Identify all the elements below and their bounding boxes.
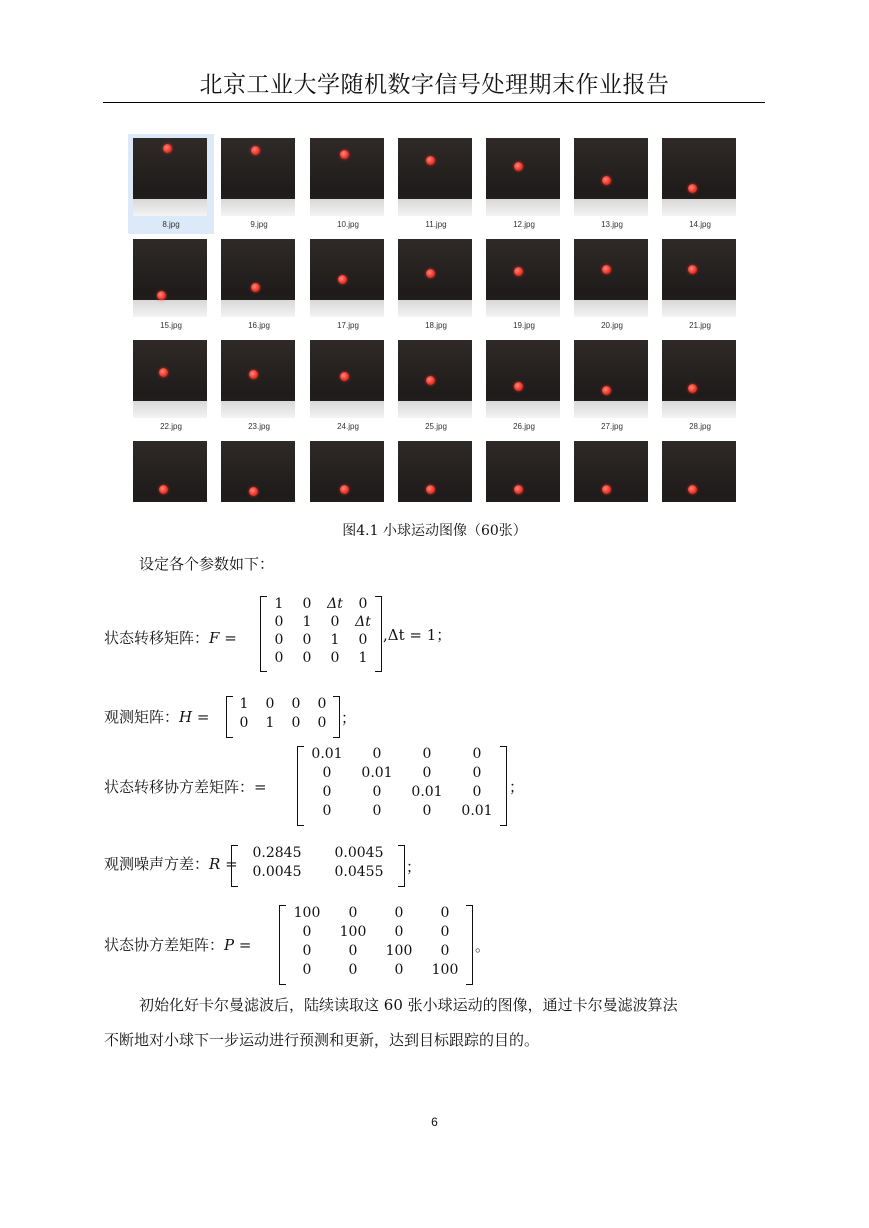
thumbnail-item[interactable] <box>657 336 742 436</box>
matrix-entry: 1 <box>274 596 284 612</box>
floor-strip <box>133 199 207 216</box>
intro-text: 设定各个参数如下： <box>139 555 275 573</box>
thumbnail-image <box>133 340 207 418</box>
thumbnail-filename: 23.jpg <box>248 422 270 431</box>
thumbnail-filename: 19.jpg <box>513 321 535 330</box>
paragraph-line-2: 不断地对小球下一步运动进行预测和更新，达到目标跟踪的目的。 <box>104 1031 540 1049</box>
state-matrix-symbol: F = <box>209 629 237 647</box>
matrix-entry: 0 <box>274 650 284 666</box>
thumbnail-item[interactable] <box>569 336 655 436</box>
matrix-entry: 1 <box>265 715 275 731</box>
matrix-entry: 0 <box>302 962 312 978</box>
red-ball <box>426 156 435 165</box>
matrix-entry: 0 <box>265 696 275 712</box>
floor-strip <box>221 300 295 317</box>
thumbnail-item[interactable] <box>305 235 391 335</box>
thumbnail-image <box>310 239 384 317</box>
red-ball <box>688 384 697 393</box>
thumbnail-image <box>398 138 472 216</box>
matrix-entry: 1 <box>358 650 368 666</box>
matrix-entry: 0 <box>358 596 368 612</box>
floor-strip <box>310 199 384 216</box>
thumbnail-image <box>574 441 648 502</box>
thumbnail-item[interactable] <box>128 134 214 234</box>
matrix-entry: 100 <box>431 962 459 978</box>
thumbnail-filename: 8.jpg <box>162 220 180 229</box>
floor-strip <box>574 401 648 418</box>
red-ball <box>688 265 697 274</box>
floor-strip <box>133 300 207 317</box>
matrix-entry: 100 <box>385 943 413 959</box>
thumbnail-filename: 21.jpg <box>689 321 711 330</box>
red-ball <box>514 382 523 391</box>
red-ball <box>426 376 435 385</box>
matrix-entry: 1 <box>239 696 249 712</box>
thumbnail-image <box>574 239 648 317</box>
matrix-entry: 100 <box>293 905 321 921</box>
red-ball <box>163 144 172 153</box>
thumbnail-item[interactable] <box>393 134 479 234</box>
matrix-entry: 1 <box>330 632 340 648</box>
matrix-entry: 0 <box>239 715 249 731</box>
matrix-entry: 0 <box>274 632 284 648</box>
thumbnail-image <box>662 239 736 317</box>
red-ball <box>249 370 258 379</box>
thumbnail-item[interactable] <box>481 235 567 335</box>
thumbnail-filename: 26.jpg <box>513 422 535 431</box>
thumbnail-image <box>662 138 736 216</box>
matrix-entry: 0 <box>291 715 301 731</box>
matrix-suffix: ,Δt = 1； <box>383 626 452 644</box>
red-ball <box>159 368 168 377</box>
thumbnail-item[interactable] <box>393 437 479 502</box>
thumbnail-filename: 17.jpg <box>337 321 359 330</box>
matrix-entry: 0 <box>330 650 340 666</box>
matrix-entry: Δt <box>327 596 343 612</box>
thumbnail-image <box>574 340 648 418</box>
floor-strip <box>310 401 384 418</box>
thumbnail-item[interactable] <box>128 336 214 436</box>
red-ball <box>602 176 611 185</box>
red-ball <box>514 485 523 494</box>
matrix-entry: 0 <box>422 765 432 781</box>
thumbnail-item[interactable] <box>216 235 302 335</box>
red-ball <box>602 265 611 274</box>
thumbnail-image <box>221 239 295 317</box>
red-ball <box>340 150 349 159</box>
thumbnail-filename: 15.jpg <box>160 321 182 330</box>
thumbnail-filename: 20.jpg <box>601 321 623 330</box>
matrix-entry: 0 <box>440 905 450 921</box>
thumbnail-image <box>221 340 295 418</box>
q-matrix-symbol: = <box>254 778 267 796</box>
r-matrix-symbol: R = <box>209 855 238 873</box>
thumbnail-filename: 18.jpg <box>425 321 447 330</box>
thumbnail-image <box>398 441 472 502</box>
thumbnail-item[interactable] <box>216 134 302 234</box>
thumbnail-filename: 9.jpg <box>250 220 268 229</box>
red-ball <box>251 146 260 155</box>
thumbnail-image <box>662 340 736 418</box>
thumbnail-image <box>310 138 384 216</box>
thumbnail-item[interactable] <box>569 134 655 234</box>
red-ball <box>157 291 166 300</box>
thumbnail-image <box>398 340 472 418</box>
floor-strip <box>486 199 560 216</box>
thumbnail-filename: 13.jpg <box>601 220 623 229</box>
matrix-entry: 0 <box>317 715 327 731</box>
matrix-entry: 0 <box>348 905 358 921</box>
thumbnail-item[interactable] <box>569 437 655 502</box>
matrix-entry: 0.0455 <box>334 864 384 880</box>
thumbnail-item[interactable] <box>481 437 567 502</box>
matrix-entry: 0 <box>322 784 332 800</box>
thumbnail-item[interactable] <box>216 336 302 436</box>
thumbnail-item[interactable] <box>128 437 214 502</box>
red-ball <box>426 269 435 278</box>
thumbnail-filename: 11.jpg <box>425 220 447 229</box>
thumbnail-item[interactable] <box>481 336 567 436</box>
matrix-entry: 0 <box>372 784 382 800</box>
thumbnail-item[interactable] <box>393 235 479 335</box>
p-matrix-label: 状态协方差矩阵：P = <box>104 936 252 954</box>
floor-strip <box>662 401 736 418</box>
thumbnail-filename: 28.jpg <box>689 422 711 431</box>
matrix-entry: 0 <box>440 924 450 940</box>
thumbnail-item[interactable] <box>216 437 302 502</box>
floor-strip <box>133 401 207 418</box>
floor-strip <box>486 401 560 418</box>
state-matrix-label: 状态转移矩阵：F = <box>104 629 237 647</box>
red-ball <box>426 485 435 494</box>
matrix-entry: 1 <box>302 614 312 630</box>
floor-strip <box>398 199 472 216</box>
image-thumbnail-grid <box>128 134 742 502</box>
thumbnail-image <box>486 138 560 216</box>
matrix-entry: 0 <box>322 765 332 781</box>
thumbnail-image <box>133 441 207 502</box>
thumbnail-item[interactable] <box>481 134 567 234</box>
matrix-entry: 0 <box>472 784 482 800</box>
matrix-entry: 0 <box>302 596 312 612</box>
floor-strip <box>221 199 295 216</box>
q-matrix-label: 状态转移协方差矩阵：= <box>104 778 267 796</box>
red-ball <box>249 487 258 496</box>
thumbnail-image <box>486 441 560 502</box>
matrix-entry: 0 <box>348 943 358 959</box>
matrix-entry: 0 <box>372 803 382 819</box>
red-ball <box>338 275 347 284</box>
matrix-entry: 0.2845 <box>252 845 302 861</box>
thumbnail-image <box>221 138 295 216</box>
matrix-entry: 0 <box>372 746 382 762</box>
red-ball <box>602 386 611 395</box>
thumbnail-image <box>310 340 384 418</box>
matrix-entry: 0 <box>322 803 332 819</box>
matrix-entry: 0 <box>317 696 327 712</box>
red-ball <box>514 162 523 171</box>
matrix-entry: 0 <box>348 962 358 978</box>
thumbnail-filename: 25.jpg <box>425 422 447 431</box>
matrix-entry: 0 <box>394 905 404 921</box>
floor-strip <box>310 300 384 317</box>
matrix-entry: 0 <box>422 746 432 762</box>
thumbnail-filename: 22.jpg <box>160 422 182 431</box>
matrix-entry: 0 <box>302 943 312 959</box>
thumbnail-item[interactable] <box>657 437 742 502</box>
floor-strip <box>486 300 560 317</box>
matrix-entry: 0.0045 <box>334 845 384 861</box>
red-ball <box>340 372 349 381</box>
floor-strip <box>398 401 472 418</box>
page-number: 6 <box>431 1115 438 1129</box>
thumbnail-item[interactable] <box>393 336 479 436</box>
matrix-entry: 0 <box>472 765 482 781</box>
matrix-suffix: ； <box>341 709 357 727</box>
red-ball <box>688 485 697 494</box>
matrix-entry: 0 <box>274 614 284 630</box>
thumbnail-filename: 14.jpg <box>689 220 711 229</box>
matrix-entry: 0 <box>358 632 368 648</box>
thumbnail-item[interactable] <box>657 134 742 234</box>
r-matrix-label: 观测噪声方差：R = <box>104 855 238 873</box>
thumbnail-image <box>133 239 207 317</box>
matrix-entry: 0 <box>302 924 312 940</box>
matrix-entry: 0.01 <box>361 765 393 781</box>
obs-matrix-label: 观测矩阵：H = <box>104 708 210 726</box>
thumbnail-image <box>574 138 648 216</box>
obs-matrix-symbol: H = <box>179 708 210 726</box>
matrix-entry: 0 <box>302 650 312 666</box>
thumbnail-filename: 16.jpg <box>248 321 270 330</box>
matrix-suffix: ； <box>406 858 422 876</box>
red-ball <box>514 267 523 276</box>
red-ball <box>159 485 168 494</box>
matrix-suffix: ； <box>509 778 525 796</box>
red-ball <box>688 184 697 193</box>
header-rule <box>103 102 765 103</box>
thumbnail-item[interactable] <box>305 336 391 436</box>
floor-strip <box>221 401 295 418</box>
thumbnail-item[interactable] <box>305 134 391 234</box>
thumbnail-image <box>133 138 207 216</box>
matrix-entry: 0 <box>330 614 340 630</box>
figure-caption: 图4.1 小球运动图像（60张） <box>342 523 527 539</box>
p-matrix-symbol: P = <box>224 936 252 954</box>
matrix-suffix: 。 <box>475 937 491 955</box>
thumbnail-filename: 12.jpg <box>513 220 535 229</box>
paragraph-line-1: 初始化好卡尔曼滤波后，陆续读取这 60 张小球运动的图像，通过卡尔曼滤波算法 <box>139 996 678 1014</box>
matrix-entry: 0 <box>394 962 404 978</box>
thumbnail-filename: 24.jpg <box>337 422 359 431</box>
thumbnail-item[interactable] <box>569 235 655 335</box>
matrix-entry: 0 <box>291 696 301 712</box>
matrix-entry: 0 <box>472 746 482 762</box>
red-ball <box>251 283 260 292</box>
thumbnail-image <box>221 441 295 502</box>
thumbnail-filename: 10.jpg <box>337 220 359 229</box>
matrix-entry: 100 <box>339 924 367 940</box>
matrix-entry: 0 <box>394 924 404 940</box>
matrix-entry: 0 <box>440 943 450 959</box>
thumbnail-image <box>486 239 560 317</box>
red-ball <box>602 485 611 494</box>
thumbnail-image <box>398 239 472 317</box>
floor-strip <box>398 300 472 317</box>
matrix-entry: 0.01 <box>311 746 343 762</box>
matrix-entry: 0.01 <box>411 784 443 800</box>
red-ball <box>340 485 349 494</box>
matrix-entry: 0.01 <box>461 803 493 819</box>
thumbnail-item[interactable] <box>128 235 214 335</box>
matrix-entry: Δt <box>355 614 371 630</box>
matrix-entry: 0 <box>422 803 432 819</box>
matrix-entry: 0.0045 <box>252 864 302 880</box>
floor-strip <box>574 300 648 317</box>
thumbnail-image <box>310 441 384 502</box>
floor-strip <box>574 199 648 216</box>
matrix-entry: 0 <box>302 632 312 648</box>
thumbnail-item[interactable] <box>305 437 391 502</box>
thumbnail-item[interactable] <box>657 235 742 335</box>
floor-strip <box>662 199 736 216</box>
page-header: 北京工业大学随机数字信号处理期末作业报告 <box>199 72 670 98</box>
floor-strip <box>662 300 736 317</box>
thumbnail-image <box>662 441 736 502</box>
thumbnail-image <box>486 340 560 418</box>
thumbnail-filename: 27.jpg <box>601 422 623 431</box>
